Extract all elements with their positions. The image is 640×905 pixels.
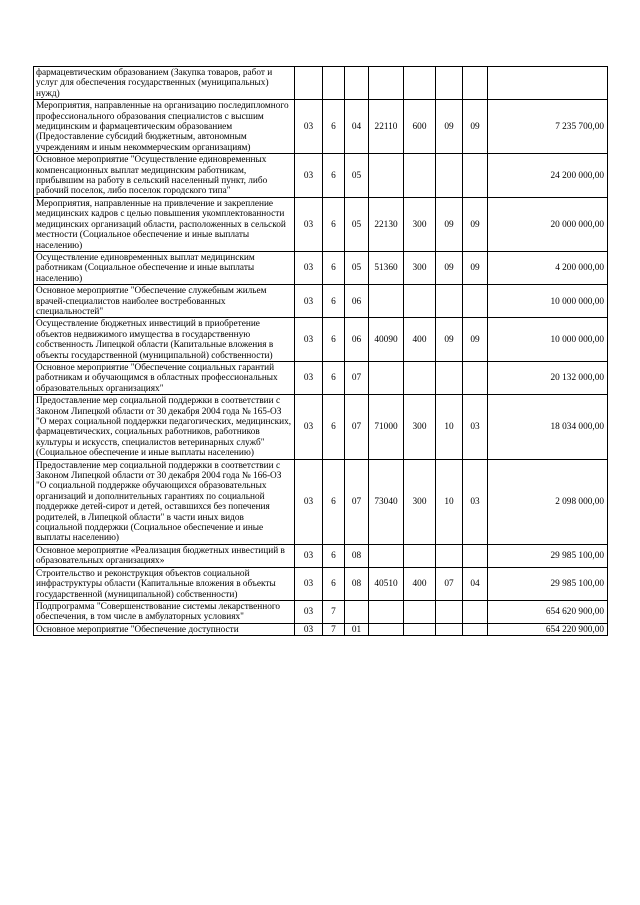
amount: 2 098 000,00 (488, 459, 608, 544)
expense-type-code: 300 (404, 197, 436, 251)
direction-code: 73040 (369, 459, 404, 544)
expense-type-code (404, 544, 436, 567)
section-code (436, 623, 463, 635)
subsection-code: 09 (463, 251, 488, 284)
section-code: 09 (436, 100, 463, 154)
amount: 7 235 700,00 (488, 100, 608, 154)
table-row (34, 567, 608, 600)
table-row (34, 285, 608, 318)
table-row (34, 600, 608, 623)
activity-code: 08 (345, 544, 369, 567)
activity-code: 06 (345, 285, 369, 318)
row-name: Основное мероприятие "Осуществление единовременных компенсационных выплат медицинским работникам, прибывшим на работу в сельский населенный пункт, либо рабочий поселок, либо поселок городского типа" (34, 154, 295, 198)
subprogram-code: 6 (323, 285, 345, 318)
expense-type-code (404, 623, 436, 635)
amount: 29 985 100,00 (488, 567, 608, 600)
table-body (34, 67, 608, 636)
amount: 24 200 000,00 (488, 154, 608, 198)
expense-type-code: 300 (404, 395, 436, 459)
expense-type-code (404, 285, 436, 318)
subprogram-code: 6 (323, 544, 345, 567)
section-code: 09 (436, 318, 463, 362)
amount: 10 000 000,00 (488, 318, 608, 362)
activity-code: 05 (345, 154, 369, 198)
row-name: Осуществление бюджетных инвестиций в приобретение объектов недвижимого имущества в государственную собственность Липецкой области (Капитальные вложения в объекты государственной (муниципальной) собственности) (34, 318, 295, 362)
table-row (34, 544, 608, 567)
section-code (436, 361, 463, 394)
expense-type-code (404, 67, 436, 100)
program-code: 03 (295, 459, 323, 544)
amount: 29 985 100,00 (488, 544, 608, 567)
program-code: 03 (295, 567, 323, 600)
row-name: Подпрограмма "Совершенствование системы лекарственного обеспечения, в том числе в амбулаторных условиях" (34, 600, 295, 623)
activity-code: 07 (345, 361, 369, 394)
amount: 4 200 000,00 (488, 251, 608, 284)
program-code: 03 (295, 544, 323, 567)
budget-table (33, 66, 608, 636)
row-name: Основное мероприятие "Обеспечение служебным жильем врачей-специалистов наиболее востребованных специальностей" (34, 285, 295, 318)
subprogram-code: 6 (323, 318, 345, 362)
row-name: Строительство и реконструкция объектов социальной инфраструктуры области (Капитальные вложения в объекты государственной (муниципальной) собственности) (34, 567, 295, 600)
amount (488, 67, 608, 100)
program-code: 03 (295, 197, 323, 251)
table-row (34, 361, 608, 394)
subsection-code (463, 623, 488, 635)
subsection-code: 03 (463, 395, 488, 459)
row-name: Предоставление мер социальной поддержки в соответствии с Законом Липецкой области от 30 декабря 2004 года № 166-ОЗ "О социальной поддержке обучающихся образовательных организаций и дополнительных гарантиях по социальной поддержке детей-сирот и детей, оставшихся без попечения родителей, в Липецкой области" в части иных видов социальной поддержки (Социальное обеспечение и иные выплаты населению) (34, 459, 295, 544)
subsection-code: 09 (463, 100, 488, 154)
table-row (34, 251, 608, 284)
section-code (436, 154, 463, 198)
subprogram-code: 6 (323, 100, 345, 154)
activity-code: 05 (345, 251, 369, 284)
direction-code: 40090 (369, 318, 404, 362)
subsection-code (463, 600, 488, 623)
expense-type-code: 300 (404, 251, 436, 284)
activity-code: 05 (345, 197, 369, 251)
direction-code (369, 600, 404, 623)
activity-code (345, 67, 369, 100)
subprogram-code: 6 (323, 459, 345, 544)
table-row (34, 395, 608, 459)
subprogram-code: 6 (323, 361, 345, 394)
direction-code (369, 67, 404, 100)
direction-code (369, 285, 404, 318)
subprogram-code: 6 (323, 197, 345, 251)
subsection-code: 03 (463, 459, 488, 544)
row-name: Осуществление единовременных выплат медицинским работникам (Социальное обеспечение и иные выплаты населению) (34, 251, 295, 284)
amount: 18 034 000,00 (488, 395, 608, 459)
table-row (34, 318, 608, 362)
amount: 654 220 900,00 (488, 623, 608, 635)
direction-code: 40510 (369, 567, 404, 600)
program-code: 03 (295, 100, 323, 154)
subprogram-code: 6 (323, 395, 345, 459)
section-code: 09 (436, 197, 463, 251)
table-row (34, 67, 608, 100)
section-code (436, 600, 463, 623)
activity-code: 07 (345, 459, 369, 544)
expense-type-code (404, 361, 436, 394)
section-code (436, 67, 463, 100)
direction-code (369, 623, 404, 635)
program-code (295, 67, 323, 100)
subprogram-code: 7 (323, 623, 345, 635)
table-row (34, 100, 608, 154)
program-code: 03 (295, 600, 323, 623)
subprogram-code: 6 (323, 251, 345, 284)
subprogram-code: 6 (323, 154, 345, 198)
subprogram-code (323, 67, 345, 100)
program-code: 03 (295, 395, 323, 459)
row-name: Предоставление мер социальной поддержки в соответствии с Законом Липецкой области от 30 декабря 2004 года № 165-ОЗ "О мерах социальной поддержки педагогических, медицинских, фармацевтических, социальных работников, работников культуры и искусств, специалистов ветеринарных служб" (Социальное обеспечение и иные выплаты населению) (34, 395, 295, 459)
subprogram-code: 7 (323, 600, 345, 623)
direction-code: 22130 (369, 197, 404, 251)
direction-code: 51360 (369, 251, 404, 284)
direction-code (369, 544, 404, 567)
expense-type-code (404, 154, 436, 198)
program-code: 03 (295, 361, 323, 394)
direction-code: 22110 (369, 100, 404, 154)
amount: 654 620 900,00 (488, 600, 608, 623)
subsection-code (463, 544, 488, 567)
section-code: 10 (436, 459, 463, 544)
amount: 20 132 000,00 (488, 361, 608, 394)
row-name: Мероприятия, направленные на организацию последипломного профессионального образования специалистов с высшим медицинским и фармацевтическим образованием (Предоставление субсидий бюджетным, автономным учреждениям и иным некоммерческим организациям) (34, 100, 295, 154)
activity-code: 08 (345, 567, 369, 600)
amount: 20 000 000,00 (488, 197, 608, 251)
subprogram-code: 6 (323, 567, 345, 600)
section-code (436, 544, 463, 567)
expense-type-code: 400 (404, 318, 436, 362)
activity-code: 01 (345, 623, 369, 635)
row-name: фармацевтическим образованием (Закупка товаров, работ и услуг для обеспечения государственных (муниципальных) нужд) (34, 67, 295, 100)
expense-type-code: 600 (404, 100, 436, 154)
amount: 10 000 000,00 (488, 285, 608, 318)
subsection-code (463, 67, 488, 100)
row-name: Основное мероприятие "Обеспечение социальных гарантий работникам и обучающимся в областных профессиональных образовательных организациях" (34, 361, 295, 394)
table-row (34, 623, 608, 635)
expense-type-code: 400 (404, 567, 436, 600)
section-code: 09 (436, 251, 463, 284)
section-code: 10 (436, 395, 463, 459)
table-row (34, 197, 608, 251)
direction-code: 71000 (369, 395, 404, 459)
activity-code (345, 600, 369, 623)
subsection-code (463, 154, 488, 198)
expense-type-code (404, 600, 436, 623)
program-code: 03 (295, 318, 323, 362)
table-row (34, 459, 608, 544)
program-code: 03 (295, 251, 323, 284)
activity-code: 04 (345, 100, 369, 154)
subsection-code: 09 (463, 318, 488, 362)
table-row (34, 154, 608, 198)
row-name: Основное мероприятие "Обеспечение доступности (34, 623, 295, 635)
row-name: Основное мероприятие «Реализация бюджетных инвестиций в образовательных организациях» (34, 544, 295, 567)
section-code (436, 285, 463, 318)
direction-code (369, 154, 404, 198)
activity-code: 07 (345, 395, 369, 459)
program-code: 03 (295, 154, 323, 198)
subsection-code (463, 361, 488, 394)
row-name: Мероприятия, направленные на привлечение и закрепление медицинских кадров с целью повышения укомплектованности медицинских организаций области, расположенных в сельской местности (Социальное обеспечение и иные выплаты населению) (34, 197, 295, 251)
subsection-code (463, 285, 488, 318)
subsection-code: 04 (463, 567, 488, 600)
program-code: 03 (295, 285, 323, 318)
direction-code (369, 361, 404, 394)
program-code: 03 (295, 623, 323, 635)
activity-code: 06 (345, 318, 369, 362)
subsection-code: 09 (463, 197, 488, 251)
section-code: 07 (436, 567, 463, 600)
expense-type-code: 300 (404, 459, 436, 544)
